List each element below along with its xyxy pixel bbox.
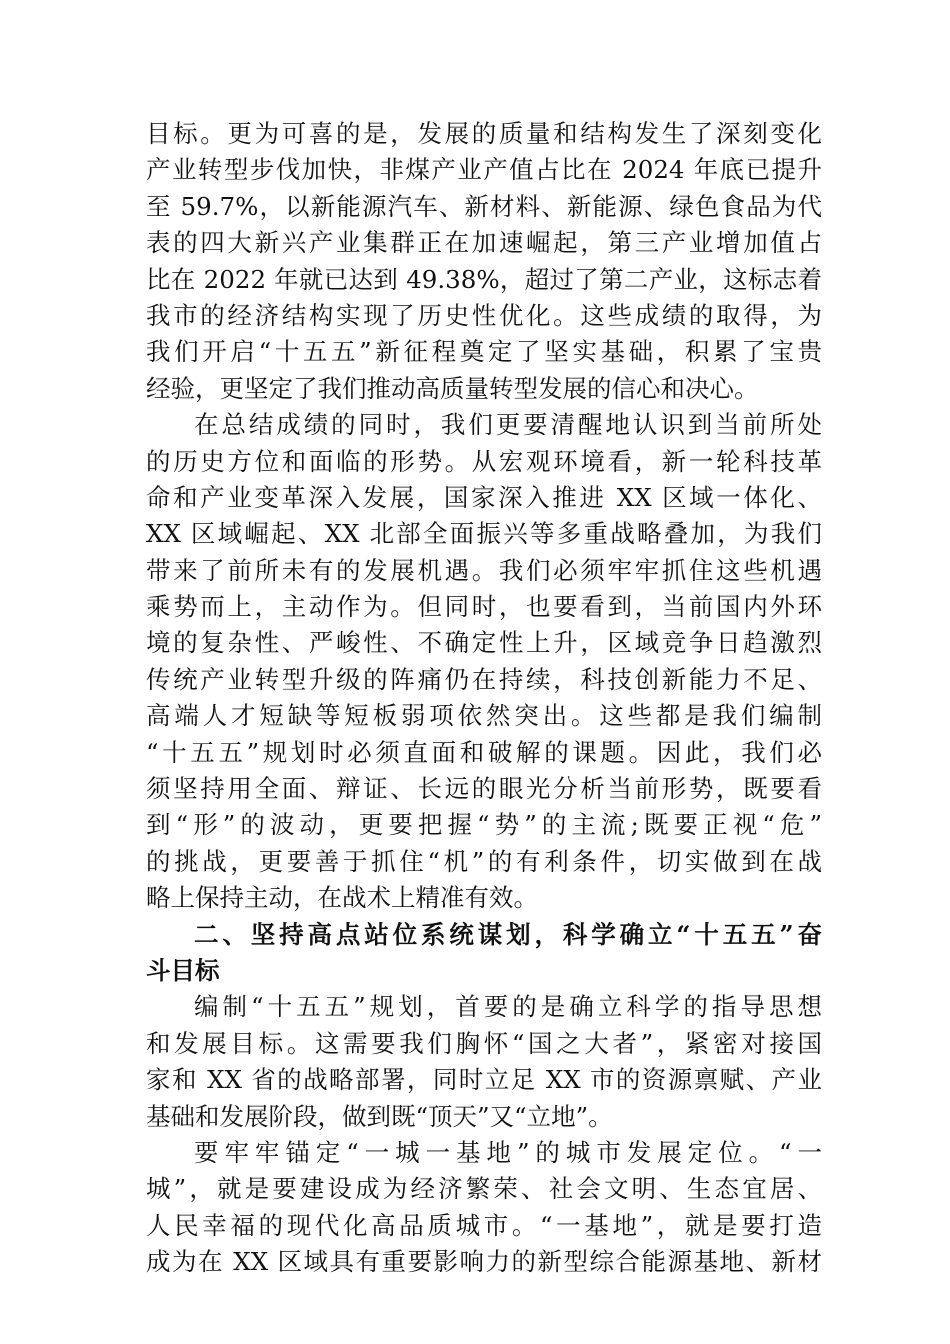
text-line: 乘势而上，主动作为。但同时，也要看到，当前国内外环: [146, 592, 822, 622]
text-line: 目标。更为可喜的是，发展的质量和结构发生了深刻变化: [146, 119, 822, 148]
text-line: 比在 2022 年就已达到 49.38%，超过了第二产业，这标志着: [146, 264, 822, 294]
section-heading-line: 二、坚持高点站位系统谋划，科学确立“十五五”奋: [194, 919, 822, 949]
body-text: [146, 116, 822, 1281]
text-line: 须坚持用全面、辩证、长远的眼光分析当前形势，既要看: [146, 774, 822, 804]
text-line: “十五五”规划时必须直面和破解的课题。因此，我们必: [146, 737, 822, 767]
text-line: 产业转型步伐加快，非煤产业产值占比在 2024 年底已提升: [146, 155, 822, 185]
text-line: 到“形”的波动，更要把握“势”的主流;既要正视“危”: [146, 810, 822, 840]
text-line: 的挑战，更要善于抓住“机”的有利条件，切实做到在战: [146, 846, 822, 876]
text-line: 至 59.7%，以新能源汽车、新材料、新能源、绿色食品为代: [146, 191, 822, 221]
text-line: 我们开启“十五五”新征程奠定了坚实基础，积累了宝贵: [146, 337, 822, 367]
paragraph-first-line: 要牢牢锚定“一城一基地”的城市发展定位。“一: [194, 1137, 822, 1167]
text-line: 我市的经济结构实现了历史性优化。这些成绩的取得，为: [146, 300, 822, 330]
text-line: 经验，更坚定了我们推动高质量转型发展的信心和决心。: [146, 373, 759, 403]
paragraph-first-line: 编制“十五五”规划，首要的是确立科学的指导思想: [194, 992, 822, 1022]
text-line: 高端人才短缺等短板弱项依然突出。这些都是我们编制: [146, 701, 822, 731]
text-line: 传统产业转型升级的阵痛仍在持续，科技创新能力不足、: [146, 664, 822, 694]
text-line: 命和产业变革深入发展，国家深入推进 XX 区域一体化、: [146, 482, 822, 512]
text-line: 城”，就是要建设成为经济繁荣、社会文明、生态宜居、: [146, 1174, 822, 1204]
text-line: 和发展目标。这需要我们胸怀“国之大者”，紧密对接国: [146, 1028, 822, 1058]
text-line: 带来了前所未有的发展机遇。我们必须牢牢抓住这些机遇: [146, 555, 822, 585]
text-line: 略上保持主动，在战术上精准有效。: [146, 883, 538, 913]
text-line: 的历史方位和面临的形势。从宏观环境看，新一轮科技革: [146, 446, 822, 476]
text-line: 基础和发展阶段，做到既“顶天”又“立地”。: [146, 1101, 613, 1131]
text-line: 境的复杂性、严峻性、不确定性上升，区域竞争日趋激烈: [146, 628, 822, 658]
text-line: 表的四大新兴产业集群正在加速崛起，第三产业增加值占: [146, 228, 822, 258]
paragraph-first-line: 在总结成绩的同时，我们更要清醒地认识到当前所处: [194, 410, 822, 440]
text-line: XX 区域崛起、XX 北部全面振兴等多重战略叠加，为我们: [146, 519, 822, 549]
section-heading-line: 斗目标: [146, 955, 220, 985]
text-line: 人民幸福的现代化高品质城市。“一基地”，就是要打造: [146, 1210, 822, 1240]
text-line: 家和 XX 省的战略部署，同时立足 XX 市的资源禀赋、产业: [146, 1065, 822, 1095]
text-line: 成为在 XX 区域具有重要影响力的新型综合能源基地、新材: [146, 1247, 822, 1277]
